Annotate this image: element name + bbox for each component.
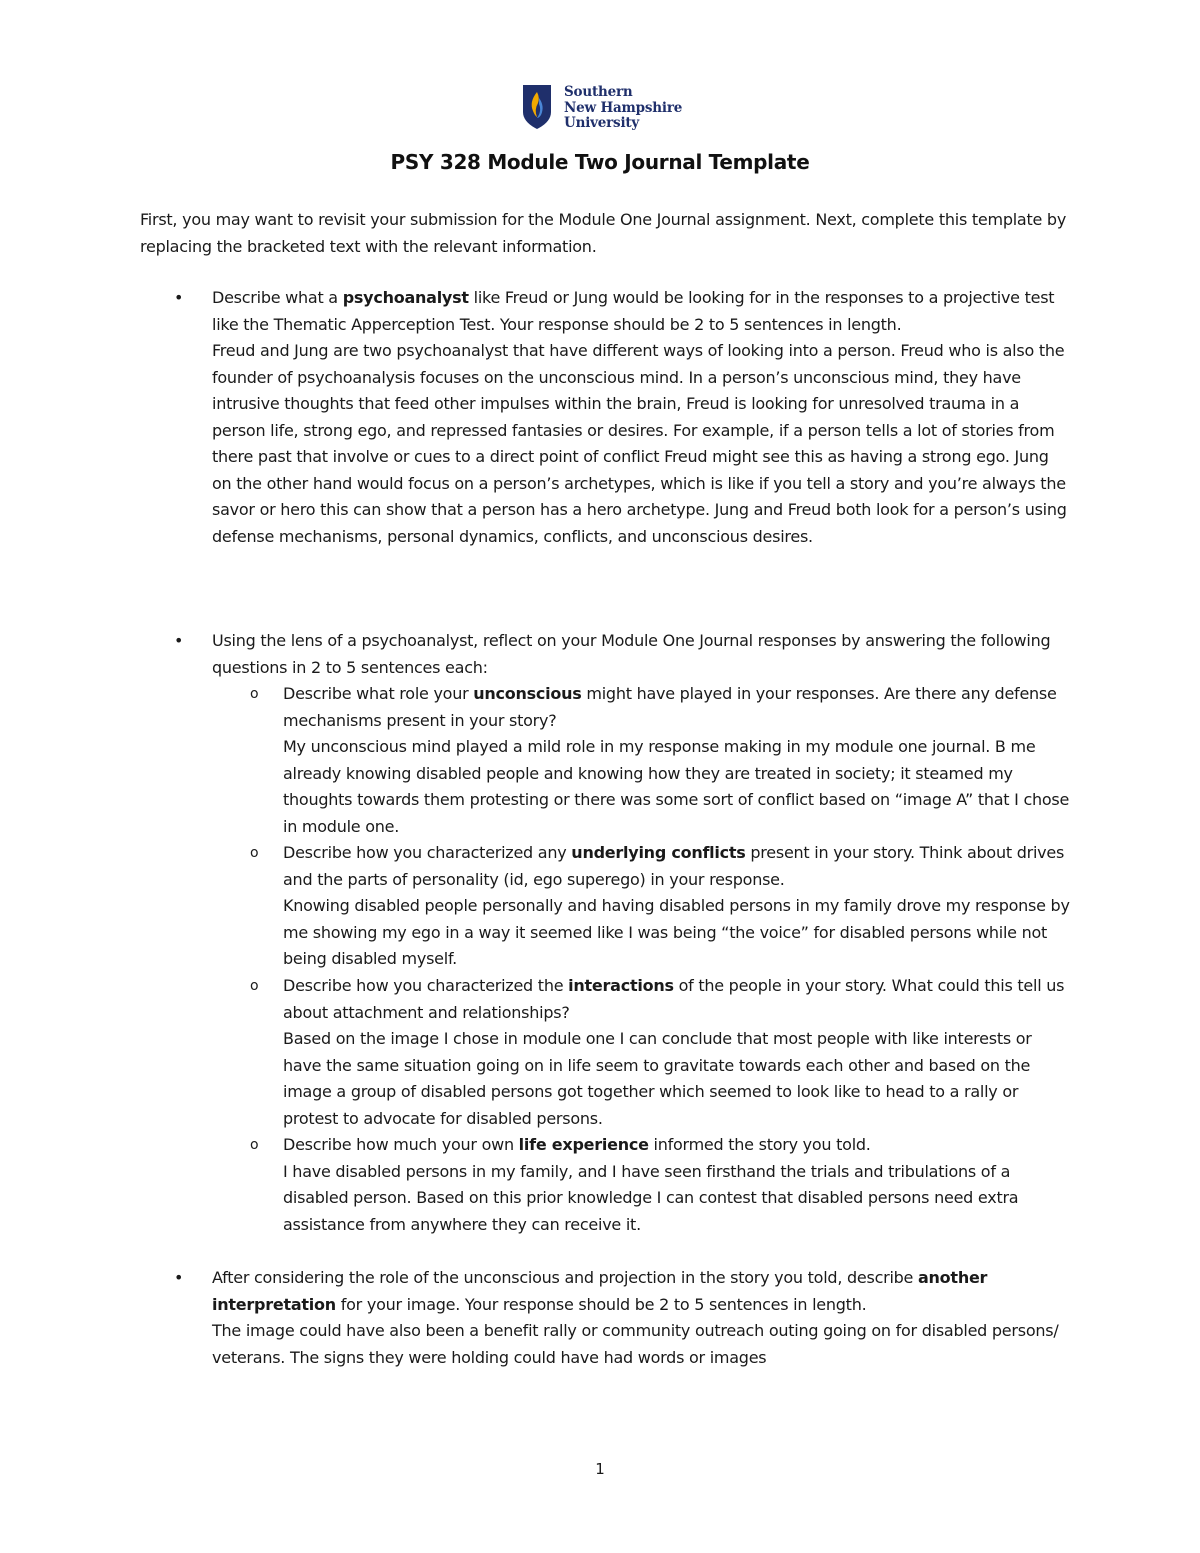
q2d-prompt-pre: Describe how much your own bbox=[283, 1135, 519, 1154]
q1-prompt-pre: Describe what a bbox=[212, 288, 343, 307]
logo-line-2: New Hampshire bbox=[564, 99, 683, 116]
question-1-prompt bbox=[212, 285, 1072, 338]
intro-paragraph: First, you may want to revisit your submission for the Module One Journal assignment. Next, complete this template by replacing the bracketed text with the relevant information. bbox=[140, 210, 1067, 256]
q2c-prompt-pre: Describe how you characterized the bbox=[283, 976, 569, 995]
page-number: 1 bbox=[595, 1460, 605, 1478]
q1-keyword: psychoanalyst bbox=[342, 288, 469, 307]
question-2-prompt: Using the lens of a psychoanalyst, reflect on your Module One Journal responses by answering the following questions in 2 to 5 sentences each: bbox=[212, 631, 1051, 677]
q2b-prompt-post: present in your story. Think about drives and the parts of personality (id, ego superego) in your response. bbox=[283, 843, 1065, 889]
question-3-prompt bbox=[212, 1265, 1072, 1318]
q2a-prompt-pre: Describe what role your bbox=[283, 684, 474, 703]
question-1-answer: Freud and Jung are two psychoanalyst that have different ways of looking into a person. Freud who is also the founder of psychoanalysis focuses on the unconscious mind. In a person’s unconscious mind, they have intrusive thoughts that feed other impulses within the brain, Freud is looking for unresolved trauma in a person life, strong ego, and repressed fantasies or desires. For example, if a person tells a lot of stories from there past that involve or cues to a direct point of conflict Freud might see this as having a strong ego. Jung on the other hand would focus on a person’s archetypes, which is like if you tell a story and you’re always the savor or hero this can show that a person has a hero archetype. Jung and Freud both look for a person’s using defense mechanisms, personal dynamics, conflicts, and unconscious desires. bbox=[212, 341, 1067, 546]
bullet-marker: • bbox=[174, 1268, 184, 1287]
question-2a-prompt bbox=[283, 681, 1073, 734]
university-logo bbox=[522, 84, 682, 132]
question-2d bbox=[283, 1132, 1073, 1238]
q2d-keyword: life experience bbox=[518, 1135, 649, 1154]
sub-bullet-marker: o bbox=[250, 1137, 259, 1153]
question-3 bbox=[212, 1265, 1072, 1371]
bullet-marker: • bbox=[174, 288, 184, 307]
q3-keyword: another interpretation bbox=[212, 1268, 988, 1314]
sub-bullet-marker: o bbox=[250, 686, 259, 702]
question-1 bbox=[212, 285, 1072, 550]
q2d-prompt-post: informed the story you told. bbox=[648, 1135, 871, 1154]
logo-wordmark bbox=[564, 85, 682, 132]
q1-prompt-post: like Freud or Jung would be looking for in the responses to a projective test like the Thematic Apperception Test. Your response should be 2 to 5 sentences in length. bbox=[212, 288, 1055, 334]
question-2c bbox=[283, 973, 1073, 1132]
question-2b-prompt bbox=[283, 840, 1073, 893]
q2a-keyword: unconscious bbox=[473, 684, 582, 703]
question-2d-prompt bbox=[283, 1132, 1073, 1159]
question-2c-prompt bbox=[283, 973, 1073, 1026]
logo-line-3: University bbox=[564, 115, 640, 131]
question-3-answer: The image could have also been a benefit rally or community outreach outing going on for disabled persons/ veterans. The signs they were holding could have had words or images bbox=[212, 1321, 1059, 1367]
question-2a-answer: My unconscious mind played a mild role in my response making in my module one journal. B me already knowing disabled people and knowing how they are treated in society; it steamed my thoughts towards them protesting or there was some sort of conflict based on “image A” that I chose in module one. bbox=[283, 737, 1070, 836]
q2c-keyword: interactions bbox=[568, 976, 674, 995]
q2c-prompt-post: of the people in your story. What could this tell us about attachment and relationships? bbox=[283, 976, 1065, 1022]
question-2a bbox=[283, 681, 1073, 840]
q2b-prompt-pre: Describe how you characterized any bbox=[283, 843, 572, 862]
shield-flame-icon bbox=[522, 84, 552, 130]
question-2b bbox=[283, 840, 1073, 973]
question-2d-answer: I have disabled persons in my family, and I have seen firsthand the trials and tribulations of a disabled person. Based on this prior knowledge I can contest that disabled persons need extra assistance from anywhere they can receive it. bbox=[283, 1161, 1019, 1234]
q3-prompt-post: for your image. Your response should be 2 to 5 sentences in length. bbox=[335, 1294, 867, 1314]
logo-line-1: Southern bbox=[564, 84, 633, 100]
bullet-marker: • bbox=[174, 631, 184, 650]
question-2c-answer: Based on the image I chose in module one I can conclude that most people with like interests or have the same situation going on in life seem to gravitate towards each other and based on the image a group of disabled persons got together which seemed to look like to head to a rally or protest to advocate for disabled persons. bbox=[283, 1029, 1032, 1128]
q3-prompt-pre: After considering the role of the unconscious and projection in the story you told, describe bbox=[212, 1268, 918, 1287]
sub-bullet-marker: o bbox=[250, 845, 259, 861]
page-title: PSY 328 Module Two Journal Template bbox=[390, 150, 810, 174]
question-2b-answer: Knowing disabled people personally and having disabled persons in my family drove my response by me showing my ego in a way it seemed like I was being “the voice” for disabled persons while not being disabled myself. bbox=[283, 896, 1070, 968]
q2b-keyword: underlying conflicts bbox=[571, 843, 746, 862]
sub-bullet-marker: o bbox=[250, 978, 259, 994]
q2a-prompt-post: might have played in your responses. Are there any defense mechanisms present in your story? bbox=[283, 684, 1057, 730]
